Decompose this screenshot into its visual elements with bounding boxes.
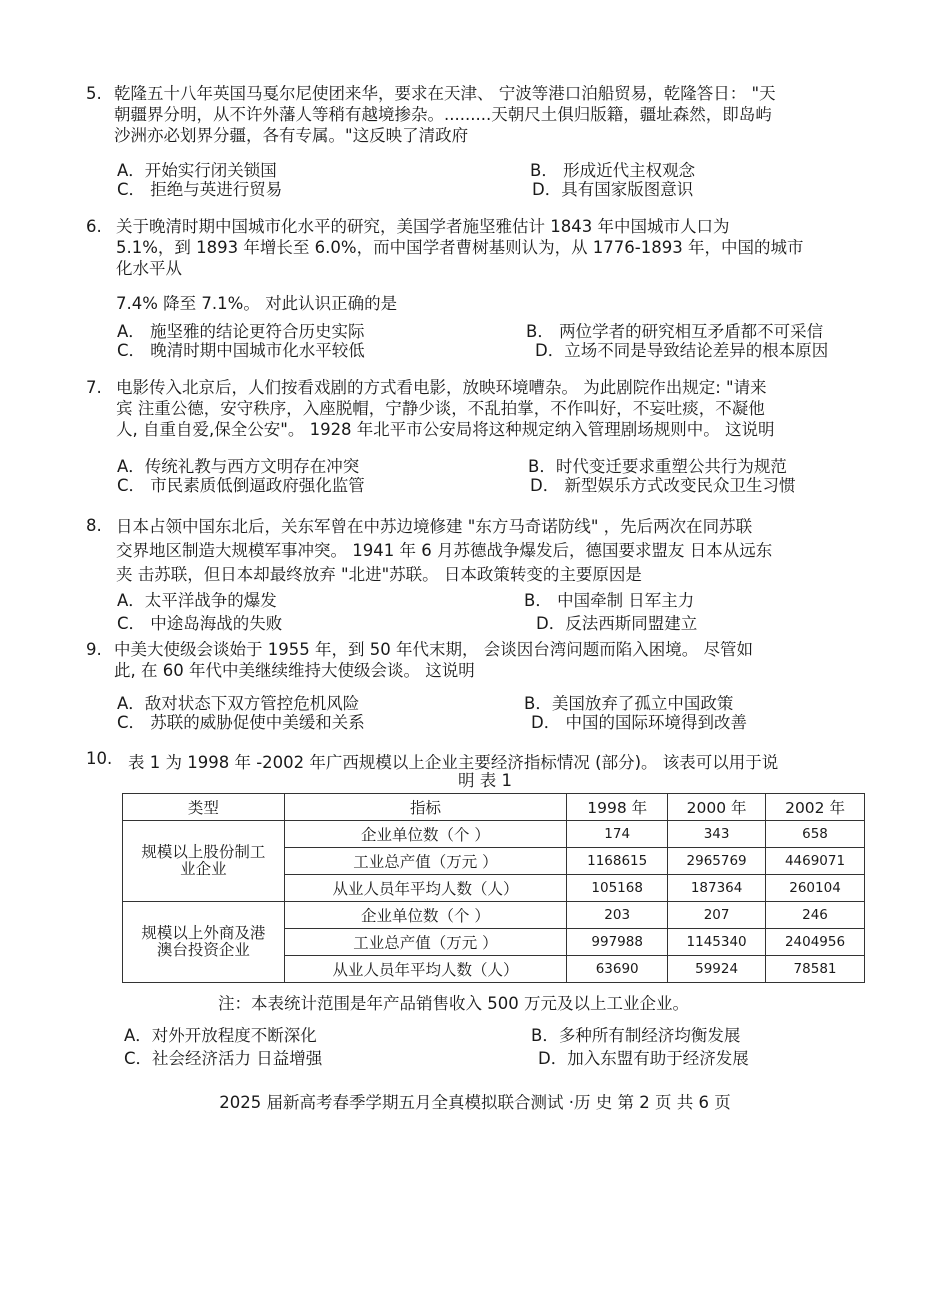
- option-b[interactable]: B．多种所有制经济均衡发展: [531, 1026, 741, 1045]
- value-cell: 1145340: [668, 929, 766, 956]
- option-d[interactable]: D． 中国的国际环境得到改善: [531, 713, 747, 732]
- value-cell: 63690: [567, 956, 668, 983]
- page-footer: 2025 届新高考春季学期五月全真模拟联合测试 ·历 史 第 2 页 共 6 页: [219, 1093, 731, 1112]
- value-cell: 187364: [668, 875, 766, 902]
- option-a[interactable]: A．太平洋战争的爆发: [117, 591, 277, 610]
- type-line: 澳台投资企业: [156, 941, 250, 959]
- stem-line: 化水平从: [116, 259, 182, 278]
- type-line: 业企业: [180, 860, 227, 878]
- option-b[interactable]: B．美国放弃了孤立中国政策: [524, 694, 734, 713]
- option-b[interactable]: B． 两位学者的研究相互矛盾都不可采信: [526, 322, 824, 341]
- option-b[interactable]: B． 形成近代主权观念: [530, 161, 696, 180]
- option-c[interactable]: C． 晚清时期中国城市化水平较低: [117, 341, 365, 360]
- stem-line: 7.4% 降至 7.1%。 对此认识正确的是: [116, 294, 398, 313]
- stem-line: 乾隆五十八年英国马戛尔尼使团来华，要求在天津、 宁波等港口泊船贸易，乾隆答日： "天: [114, 84, 776, 103]
- value-cell: 260104: [766, 875, 865, 902]
- stem-line: 中美大使级会谈始于 1955 年，到 50 年代末期， 会谈因台湾问题而陷入困境。 尽管如: [114, 640, 753, 659]
- option-c[interactable]: C． 苏联的威胁促使中美缓和关系: [117, 713, 365, 732]
- value-cell: 1168615: [567, 848, 668, 875]
- option-d[interactable]: D．具有国家版图意识: [532, 180, 694, 199]
- option-d[interactable]: D．加入东盟有助于经济发展: [538, 1049, 749, 1068]
- option-c[interactable]: C． 中途岛海战的失败: [117, 614, 283, 633]
- value-cell: 343: [668, 821, 766, 848]
- value-cell: 658: [766, 821, 865, 848]
- stem-line: 关于晚清时期中国城市化水平的研究，美国学者施坚雅估计 1843 年中国城市人口为: [116, 217, 730, 236]
- indicator-cell: 从业人员年平均人数（人）: [284, 875, 567, 902]
- table-note: 注：本表统计范围是年产品销售收入 500 万元及以上工业企业。: [218, 994, 689, 1013]
- table-row: [123, 902, 865, 929]
- stem-line: 宾 注重公德，安守秩序，入座脱帽，宁静少谈，不乱拍掌，不作叫好，不妄吐痰，不凝他: [116, 399, 765, 418]
- stem-line: 此, 在 60 年代中美继续维持大使级会谈。 这说明: [114, 661, 475, 680]
- stem-line: 表 1 为 1998 年 -2002 年广西规模以上企业主要经济指标情况 (部分)。 该表可以用于说: [128, 753, 779, 772]
- stem-line: 电影传入北京后，人们按看戏剧的方式看电影，放映环境嘈杂。 为此剧院作出规定: "请来: [116, 378, 767, 397]
- value-cell: 78581: [766, 956, 865, 983]
- value-cell: 59924: [668, 956, 766, 983]
- option-b[interactable]: B． 中国牵制 日军主力: [524, 591, 695, 610]
- type-line: 规模以上外商及港: [141, 924, 266, 942]
- column-header: 指标: [284, 794, 567, 821]
- option-d[interactable]: D． 新型娱乐方式改变民众卫生习惯: [530, 476, 796, 495]
- question-5: [86, 83, 866, 146]
- stem-line: 5.1%，到 1893 年增长至 6.0%，而中国学者曹树基则认为，从 1776-1893 年，中国的城市: [116, 238, 804, 257]
- question-number: 9.: [86, 640, 102, 659]
- type-cell: [123, 821, 285, 902]
- question-number: 5.: [86, 84, 102, 103]
- option-a[interactable]: A．敌对状态下双方管控危机风险: [117, 694, 360, 713]
- stem-line: 日本占领中国东北后，关东军曾在中苏边境修建 "东方马奇诺防线" ，先后两次在同苏联: [116, 517, 753, 536]
- question-8: [86, 515, 866, 587]
- indicator-cell: 工业总产值（万元 ）: [284, 848, 567, 875]
- option-b[interactable]: B．时代变迁要求重塑公共行为规范: [528, 457, 787, 476]
- option-c[interactable]: C．社会经济活力 日益增强: [124, 1049, 323, 1068]
- table-header-row: [123, 794, 865, 821]
- column-header: 类型: [123, 794, 285, 821]
- value-cell: 4469071: [766, 848, 865, 875]
- column-header: 1998 年: [567, 794, 668, 821]
- column-header: 2000 年: [668, 794, 766, 821]
- stem-line: 夹 击苏联，但日本却最终放弃 "北进"苏联。 日本政策转变的主要原因是: [116, 565, 642, 584]
- option-a[interactable]: A．开始实行闭关锁国: [117, 161, 277, 180]
- option-d[interactable]: D．反法西斯同盟建立: [536, 614, 698, 633]
- stem-line: 明 表 1: [458, 771, 512, 790]
- question-7: [86, 377, 866, 440]
- indicator-cell: 工业总产值（万元 ）: [284, 929, 567, 956]
- indicator-cell: 企业单位数（个 ）: [284, 902, 567, 929]
- option-a[interactable]: A．传统礼教与西方文明存在冲突: [117, 457, 360, 476]
- option-a[interactable]: A． 施坚雅的结论更符合历史实际: [117, 322, 365, 341]
- question-6: [86, 216, 866, 279]
- indicator-cell: 从业人员年平均人数（人）: [284, 956, 567, 983]
- question-number: 6.: [86, 217, 102, 236]
- indicator-cell: 企业单位数（个 ）: [284, 821, 567, 848]
- value-cell: 207: [668, 902, 766, 929]
- stem-line: 交界地区制造大规模军事冲突。 1941 年 6 月苏德战争爆发后，德国要求盟友 日本从远东: [116, 541, 773, 560]
- option-c[interactable]: C． 拒绝与英进行贸易: [117, 180, 283, 199]
- stem-line: 人, 自重自爱,保全公安"。 1928 年北平市公安局将这种规定纳入管理剧场规则中。 这说明: [116, 420, 775, 439]
- question-9: [86, 639, 866, 681]
- option-a[interactable]: A．对外开放程度不断深化: [124, 1026, 317, 1045]
- option-c[interactable]: C． 市民素质低倒逼政府强化监管: [117, 476, 365, 495]
- value-cell: 2404956: [766, 929, 865, 956]
- value-cell: 203: [567, 902, 668, 929]
- value-cell: 105168: [567, 875, 668, 902]
- question-number: 8.: [86, 516, 102, 535]
- value-cell: 174: [567, 821, 668, 848]
- option-d[interactable]: D．立场不同是导致结论差异的根本原因: [535, 341, 829, 360]
- stem-line: 沙洲亦必划界分疆，各有专属。"这反映了清政府: [114, 126, 469, 145]
- type-cell: [123, 902, 285, 983]
- question-number: 7.: [86, 378, 102, 397]
- data-table: [122, 793, 865, 983]
- column-header: 2002 年: [766, 794, 865, 821]
- value-cell: 246: [766, 902, 865, 929]
- value-cell: 2965769: [668, 848, 766, 875]
- value-cell: 997988: [567, 929, 668, 956]
- question-number: 10.: [86, 749, 113, 768]
- stem-line: 朝疆界分明，从不许外藩人等稍有越境掺杂。.........天朝尺土俱归版籍，疆址森然，即岛屿: [114, 105, 772, 124]
- table-row: [123, 821, 865, 848]
- type-line: 规模以上股份制工: [141, 843, 266, 861]
